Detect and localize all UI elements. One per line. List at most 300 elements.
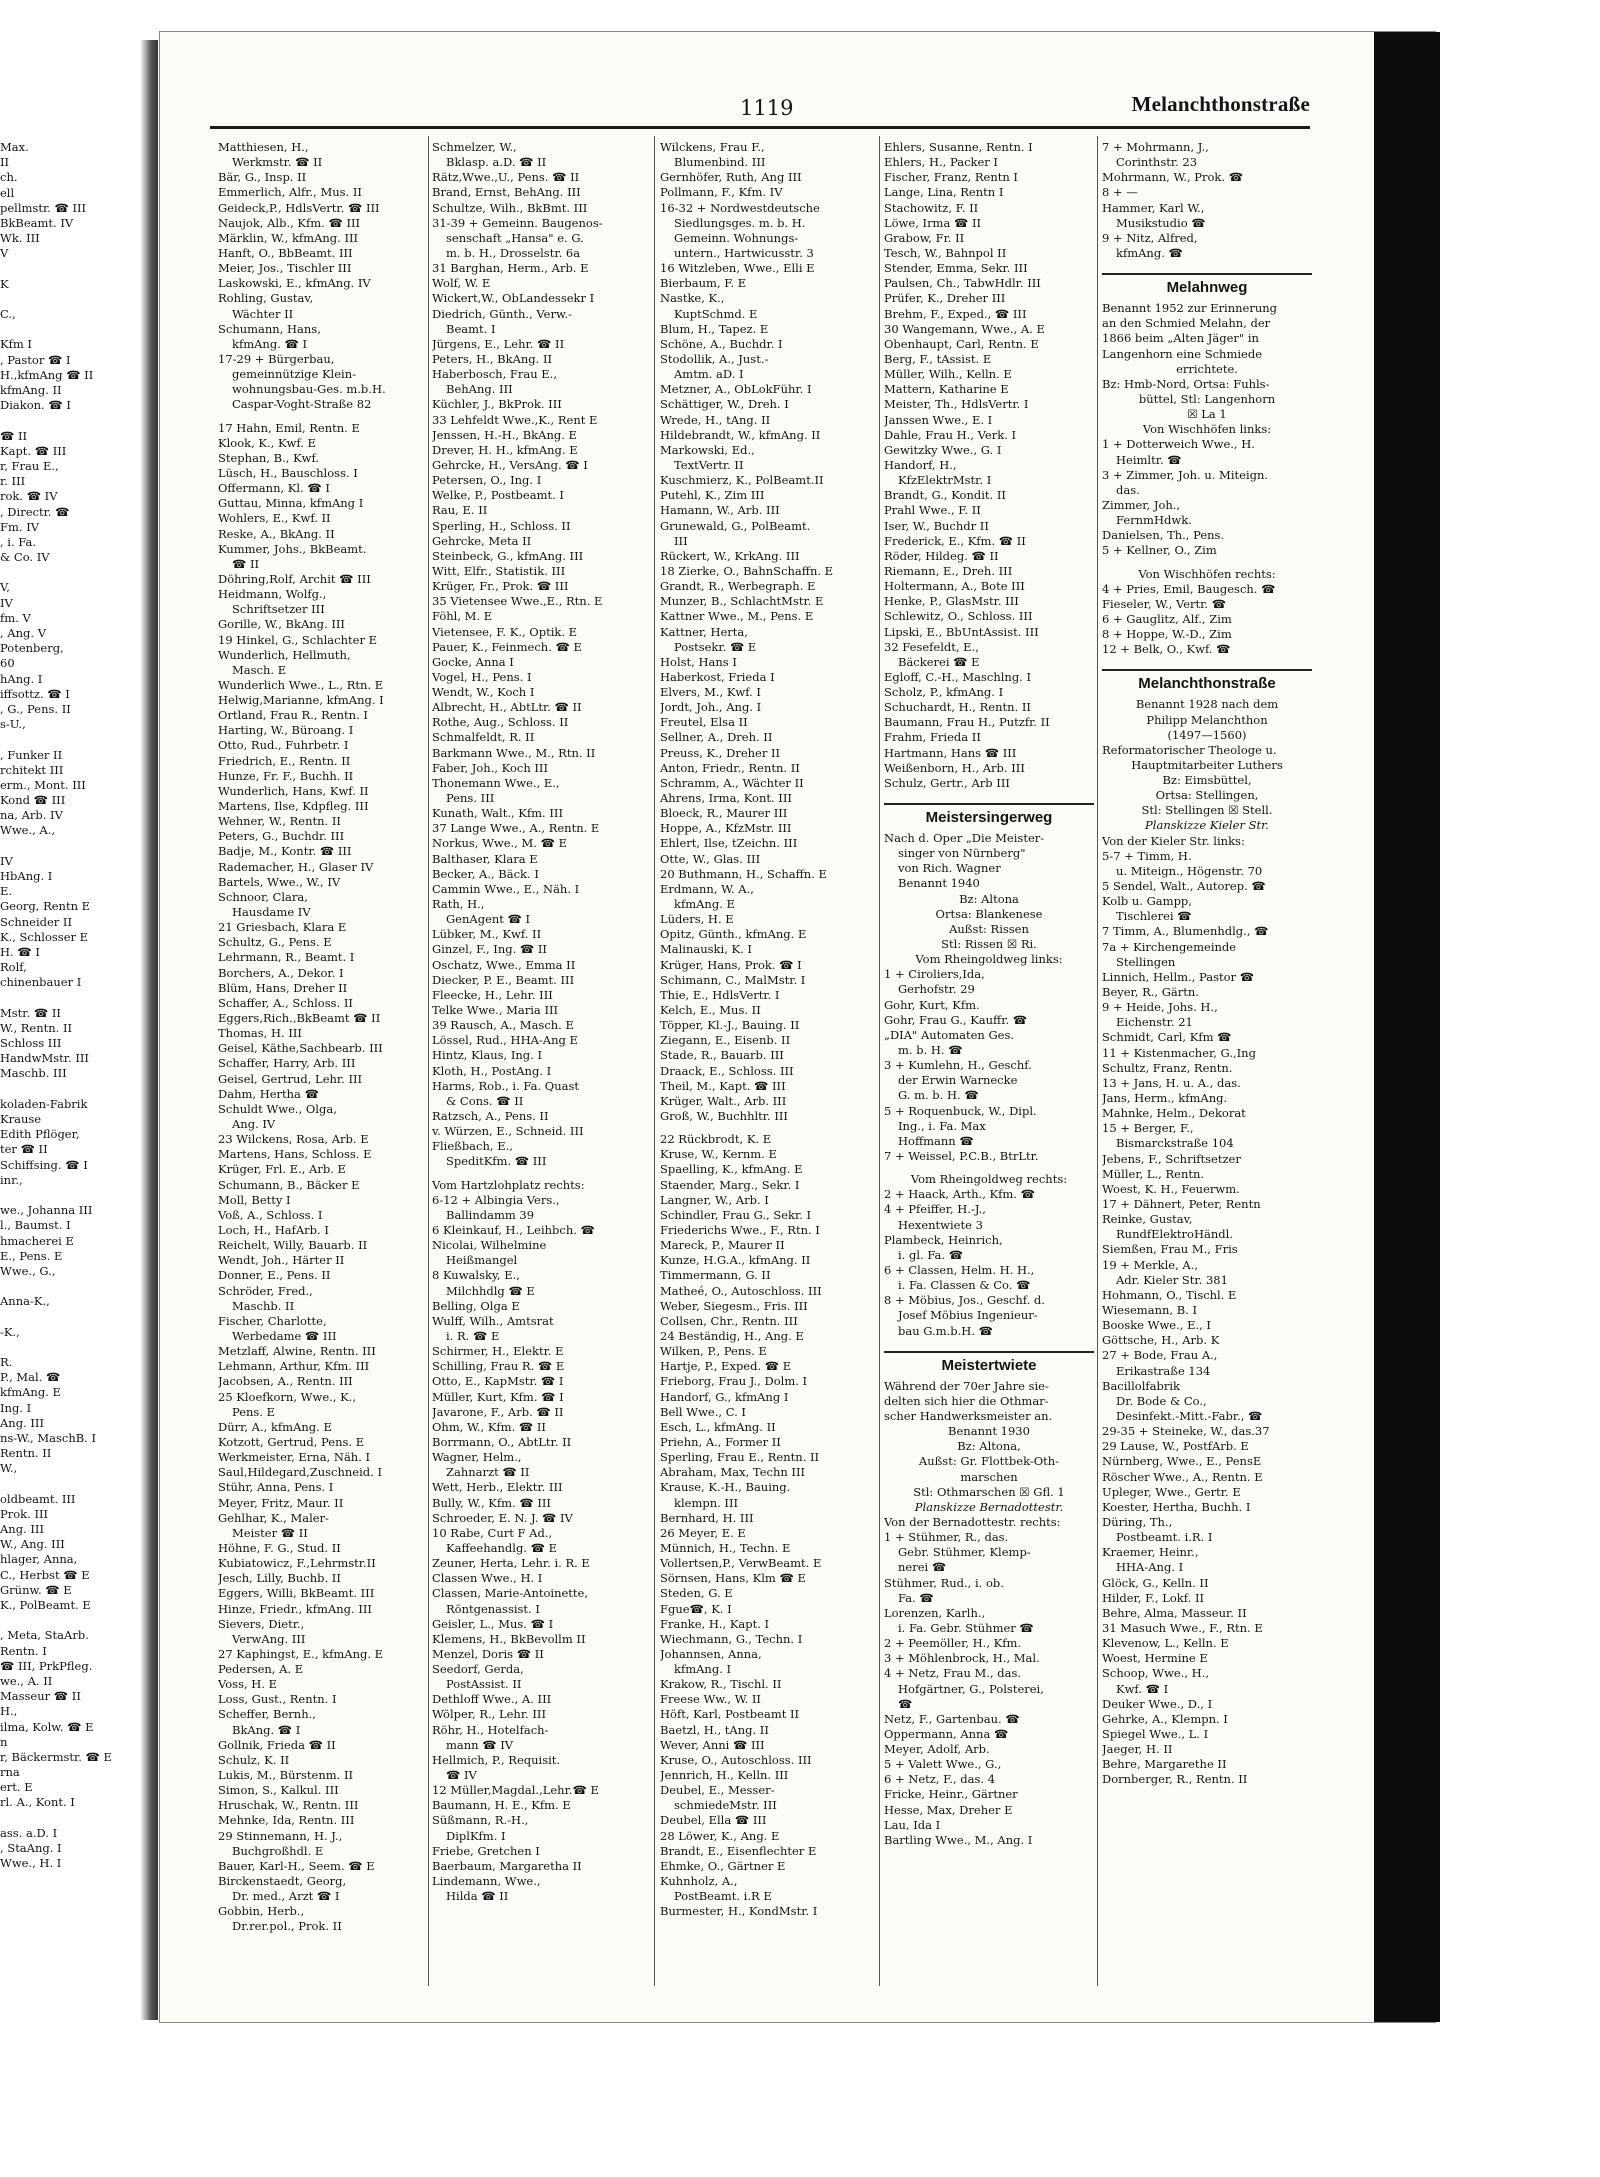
directory-entry: Hintz, Klaus, Ing. I bbox=[432, 1048, 543, 1063]
directory-entry: Wever, Anni ☎ III bbox=[660, 1737, 765, 1752]
directory-entry: Gollnik, Frieda ☎ II bbox=[218, 1737, 336, 1752]
fragment-line bbox=[0, 322, 140, 337]
entry-continuation: m. b. H., Drosselstr. 6a bbox=[446, 245, 581, 260]
directory-entry: Schumann, B., Bäcker E bbox=[218, 1177, 360, 1192]
directory-entry: 21 Griesbach, Klara E bbox=[218, 920, 347, 935]
directory-entry: Kraemer, Heinr., bbox=[1102, 1545, 1199, 1560]
directory-entry: Lüsch, H., Bauschloss. I bbox=[218, 465, 358, 480]
entry-continuation: FernmHdwk. bbox=[1116, 513, 1192, 528]
directory-entry: Offermann, Kl. ☎ I bbox=[218, 481, 330, 496]
directory-entry: 28 Löwer, K., Ang. E bbox=[660, 1828, 780, 1843]
directory-entry: an den Schmied Melahn, der bbox=[1102, 316, 1271, 331]
entry-continuation: RundfElektroHändl. bbox=[1116, 1227, 1233, 1242]
fragment-line: Diakon. ☎ I bbox=[0, 398, 71, 413]
entry-continuation: kfmAng. I bbox=[674, 1662, 732, 1677]
street-info-line: Benannt 1930 bbox=[948, 1424, 1030, 1439]
directory-entry: Stephan, B., Kwf. bbox=[218, 450, 320, 465]
directory-entry: 27 + Bode, Frau A., bbox=[1102, 1348, 1218, 1363]
fragment-line: Anna-K., bbox=[0, 1294, 50, 1309]
street-info-line: errichtete. bbox=[1176, 361, 1238, 376]
directory-entry: Bartling Wwe., M., Ang. I bbox=[884, 1832, 1033, 1847]
book-gutter-shadow bbox=[140, 40, 158, 2020]
directory-entry: Lukis, M., Bürstenm. II bbox=[218, 1768, 354, 1783]
directory-entry: Geisel, Käthe,Sachbearb. III bbox=[218, 1041, 383, 1056]
directory-entry: 5 + Roquenbuck, W., Dipl. bbox=[884, 1103, 1037, 1118]
directory-entry: Emmerlich, Alfr., Mus. II bbox=[218, 185, 362, 200]
directory-entry: Göttsche, H., Arb. K bbox=[1102, 1333, 1220, 1348]
directory-entry: Brandt, G., Kondit. II bbox=[884, 488, 1006, 503]
directory-entry: Naujok, Alb., Kfm. ☎ III bbox=[218, 215, 361, 230]
fragment-line: inr., bbox=[0, 1172, 23, 1187]
directory-entry: v. Würzen, E., Schneid. III bbox=[432, 1124, 584, 1139]
fragment-line: kfmAng. E bbox=[0, 1385, 61, 1400]
directory-entry: 29-35 + Steineke, W., das.37 bbox=[1102, 1424, 1270, 1439]
directory-entry: Vogel, H., Pens. I bbox=[432, 669, 532, 684]
directory-entry: 18 Zierke, O., BahnSchaffn. E bbox=[660, 563, 834, 578]
directory-entry: Weißenborn, H., Arb. III bbox=[884, 760, 1025, 775]
directory-entry: Thonemann Wwe., E., bbox=[432, 775, 560, 790]
fragment-line bbox=[0, 1340, 140, 1355]
directory-entry: Kloth, H., PostAng. I bbox=[432, 1063, 552, 1078]
directory-entry: Gehrcke, H., VersAng. ☎ I bbox=[432, 457, 588, 472]
directory-entry: 39 Rausch, A., Masch. E bbox=[432, 1018, 574, 1033]
fragment-line: r, Bäckermstr. ☎ E bbox=[0, 1749, 112, 1764]
directory-entry: Markowski, Ed., bbox=[660, 442, 755, 457]
entry-continuation: Postbeamt. i.R. I bbox=[1116, 1530, 1213, 1545]
directory-entry: Düring, Th., bbox=[1102, 1514, 1173, 1529]
directory-entry: Bär, G., Insp. II bbox=[218, 170, 307, 185]
entry-continuation: Gemeinn. Wohnungs- bbox=[674, 230, 799, 245]
directory-entry: Reformatorischer Theologe u. bbox=[1102, 742, 1277, 757]
directory-entry: Bacillolfabrik bbox=[1102, 1378, 1181, 1393]
directory-entry: Baerbaum, Margaretha II bbox=[432, 1858, 582, 1873]
directory-entry: Guttau, Minna, kfmAng I bbox=[218, 496, 364, 511]
entry-continuation: Beamt. I bbox=[446, 321, 496, 336]
directory-entry: Friederichs Wwe., F., Rtn. I bbox=[660, 1222, 820, 1237]
directory-entry: Geisler, L., Mus. ☎ I bbox=[432, 1616, 554, 1631]
directory-entry: Röder, Hildeg. ☎ II bbox=[884, 548, 999, 563]
directory-entry: Grabow, Fr. II bbox=[884, 230, 965, 245]
directory-entry: Frieborg, Frau J., Dolm. I bbox=[660, 1374, 808, 1389]
directory-entry: Gewitzky Wwe., G. I bbox=[884, 442, 1002, 457]
entry-continuation: Ballindamm 39 bbox=[446, 1207, 535, 1222]
entry-continuation: Bäckerei ☎ E bbox=[898, 654, 980, 669]
directory-entry: Kattner Wwe., M., Pens. E bbox=[660, 609, 814, 624]
fragment-line: erm., Mont. III bbox=[0, 777, 86, 792]
street-info-line: Bz: Altona bbox=[959, 891, 1019, 906]
directory-entry: Classen Wwe., H. I bbox=[432, 1571, 543, 1586]
directory-entry: Lüders, H. E bbox=[660, 912, 734, 927]
directory-entry: Schoop, Wwe., H., bbox=[1102, 1666, 1210, 1681]
directory-entry: Malinauski, K. I bbox=[660, 942, 752, 957]
directory-entry: Plambeck, Heinrich, bbox=[884, 1232, 1003, 1247]
fragment-line bbox=[0, 565, 140, 580]
fragment-line: Georg, Rentn E bbox=[0, 899, 91, 914]
fragment-line: 60 bbox=[0, 656, 15, 671]
directory-entry: Booske Wwe., E., I bbox=[1102, 1318, 1211, 1333]
directory-entry: 4 + Pries, Emil, Baugesch. ☎ bbox=[1102, 581, 1276, 596]
entry-continuation: Josef Möbius Ingenieur- bbox=[898, 1308, 1038, 1323]
entry-continuation: bau G.m.b.H. ☎ bbox=[898, 1323, 993, 1338]
directory-entry: Stachowitz, F. II bbox=[884, 200, 979, 215]
directory-entry: Bierbaum, F. E bbox=[660, 276, 747, 291]
fragment-line: R. bbox=[0, 1355, 13, 1369]
entry-continuation: nerei ☎ bbox=[898, 1560, 947, 1575]
directory-entry: Kelch, E., Mus. II bbox=[660, 1003, 761, 1018]
directory-entry: Ahrens, Irma, Kont. III bbox=[660, 791, 792, 806]
fragment-line: V bbox=[0, 246, 9, 261]
column-divider bbox=[654, 136, 655, 1986]
directory-entry: Fischer, Charlotte, bbox=[218, 1313, 327, 1328]
directory-entry: Otto, Rud., Fuhrbetr. I bbox=[218, 738, 349, 753]
fragment-line bbox=[0, 413, 140, 428]
directory-entry: 4 + Pfeiffer, H.-J., bbox=[884, 1202, 986, 1217]
directory-entry: Holtermann, A., Bote III bbox=[884, 579, 1025, 594]
directory-entry: Ratzsch, A., Pens. II bbox=[432, 1109, 549, 1123]
directory-entry: Wagner, Helm., bbox=[432, 1450, 522, 1465]
entry-continuation: Eichenstr. 21 bbox=[1116, 1015, 1193, 1030]
fragment-line: -K., bbox=[0, 1324, 20, 1339]
directory-entry: 10 Rabe, Curt F Ad., bbox=[432, 1525, 553, 1540]
directory-entry: Vietensee, F. K., Optik. E bbox=[432, 624, 578, 639]
directory-entry: Sievers, Dietr., bbox=[218, 1616, 305, 1631]
directory-entry: Nürnberg, Wwe., E., PensE bbox=[1102, 1454, 1262, 1469]
directory-entry: 9 + Heide, Johs. H., bbox=[1102, 1000, 1218, 1015]
directory-entry: Brandt, E., Eisenflechter E bbox=[660, 1843, 817, 1858]
column-divider bbox=[428, 136, 429, 1986]
directory-entry: Peters, H., BkAng. II bbox=[432, 351, 553, 366]
directory-entry: Behre, Alma, Masseur. II bbox=[1102, 1605, 1247, 1620]
directory-entry: 12 Müller,Magdal.,Lehr.☎ E bbox=[432, 1783, 599, 1798]
street-heading: Meistertwiete bbox=[884, 1351, 1094, 1379]
entry-continuation: BkAng. ☎ I bbox=[232, 1722, 301, 1737]
directory-entry: Oppermann, Anna ☎ bbox=[884, 1726, 1009, 1741]
directory-entry: Wohlers, E., Kwf. II bbox=[218, 511, 331, 526]
fragment-line: Ang. III bbox=[0, 1522, 45, 1537]
entry-continuation: Hoffmann ☎ bbox=[898, 1133, 974, 1148]
directory-entry: Dürr, A., kfmAng. E bbox=[218, 1419, 332, 1434]
directory-entry: 6 + Classen, Helm. H. H., bbox=[884, 1262, 1035, 1277]
directory-entry: Simon, S., Kalkul. III bbox=[218, 1783, 339, 1798]
directory-entry: Stender, Emma, Sekr. III bbox=[884, 261, 1028, 276]
directory-entry: 7 + Weissel, P.C.B., BtrLtr. bbox=[884, 1149, 1039, 1163]
directory-entry: Ehmke, O., Gärtner E bbox=[660, 1858, 786, 1873]
entry-continuation: Heimltr. ☎ bbox=[1116, 452, 1182, 467]
directory-entry: Draack, E., Schloss. III bbox=[660, 1063, 794, 1078]
fragment-line: rna bbox=[0, 1765, 20, 1780]
directory-entry: Weber, Siegesm., Fris. III bbox=[660, 1298, 808, 1313]
spacer bbox=[884, 1339, 1094, 1347]
directory-entry: Reinke, Gustav, bbox=[1102, 1212, 1193, 1227]
fragment-line: Schloss III bbox=[0, 1036, 62, 1051]
directory-entry: Döhring,Rolf, Archit ☎ III bbox=[218, 571, 371, 586]
adjacent-page-fragment bbox=[0, 140, 140, 1871]
entry-continuation: Kaffeehandlg. ☎ E bbox=[446, 1540, 557, 1555]
directory-entry: Saul,Hildegard,Zuschneid. I bbox=[218, 1465, 383, 1480]
entry-continuation: Pens. III bbox=[446, 791, 495, 806]
directory-entry: Ehlert, Ilse, tZeichn. III bbox=[660, 836, 798, 851]
entry-continuation: gemeinnützige Klein- bbox=[232, 367, 357, 382]
entry-continuation: Musikstudio ☎ bbox=[1116, 215, 1206, 230]
entry-continuation: i. Fa. Gebr. Stühmer ☎ bbox=[898, 1620, 1034, 1635]
directory-entry: Langner, W., Arb. I bbox=[660, 1192, 769, 1207]
directory-entry: Grunewald, G., PolBeamt. bbox=[660, 518, 811, 533]
directory-entry: Beyer, R., Gärtn. bbox=[1102, 985, 1199, 1000]
directory-entry: Scholz, P., kfmAng. I bbox=[884, 685, 1004, 700]
directory-entry: Bauer, Karl-H., Seem. ☎ E bbox=[218, 1858, 375, 1873]
directory-entry: 17 + Dähnert, Peter, Rentn bbox=[1102, 1197, 1261, 1211]
directory-entry: Hinze, Friedr., kfmAng. III bbox=[218, 1601, 372, 1616]
directory-entry: Bernhard, H. III bbox=[660, 1510, 754, 1525]
directory-column-2 bbox=[432, 140, 650, 1904]
street-info-line: marschen bbox=[960, 1469, 1018, 1484]
directory-entry: Gorille, W., BkAng. III bbox=[218, 617, 345, 632]
street-info-line: büttel, Stl: Langenhorn bbox=[1138, 391, 1276, 406]
entry-continuation: Bklasp. a.D. ☎ II bbox=[446, 155, 547, 170]
directory-entry: Rohling, Gustav, bbox=[218, 291, 314, 306]
entry-continuation: Kwf. ☎ I bbox=[1116, 1681, 1169, 1696]
directory-entry: Lindemann, Wwe., bbox=[432, 1874, 541, 1889]
directory-entry: Diedrich, Günth., Verw.- bbox=[432, 306, 572, 321]
directory-entry: Elvers, M., Kwf. I bbox=[660, 685, 761, 700]
entry-continuation: KuptSchmd. E bbox=[674, 306, 758, 321]
directory-entry: 30 Wangemann, Wwe., A. E bbox=[884, 321, 1045, 336]
fragment-line: fm. V bbox=[0, 610, 31, 625]
directory-entry: Fleecke, H., Lehr. III bbox=[432, 987, 553, 1002]
entry-continuation: Hausdame IV bbox=[232, 905, 311, 920]
directory-entry: Telke Wwe., Maria III bbox=[432, 1003, 559, 1018]
entry-continuation: kfmAng. ☎ bbox=[1116, 245, 1183, 260]
fragment-line: r, Frau E., bbox=[0, 458, 59, 473]
directory-entry: Wiesemann, B. I bbox=[1102, 1302, 1197, 1317]
directory-entry: Opitz, Günth., kfmAng. E bbox=[660, 927, 807, 942]
directory-entry: Hanft, O., BbBeamt. III bbox=[218, 245, 353, 260]
directory-entry: Lorenzen, Karlh., bbox=[884, 1605, 986, 1620]
directory-entry: Faber, Joh., Koch III bbox=[432, 760, 549, 775]
directory-entry: Franke, H., Kapt. I bbox=[660, 1616, 770, 1631]
directory-entry: Von der Kieler Str. links: bbox=[1102, 833, 1245, 848]
directory-entry: Birckenstaedt, Georg, bbox=[218, 1874, 347, 1889]
entry-continuation: G. m. b. H. ☎ bbox=[898, 1088, 979, 1103]
entry-continuation: Caspar-Voght-Straße 82 bbox=[232, 397, 372, 412]
directory-entry: Riemann, E., Dreh. III bbox=[884, 563, 1013, 578]
fragment-line: P., Mal. ☎ bbox=[0, 1370, 61, 1385]
entry-continuation: Erikastraße 134 bbox=[1116, 1363, 1211, 1378]
spacer bbox=[884, 1164, 1094, 1172]
directory-entry: Wunderlich, Hans, Kwf. II bbox=[218, 783, 369, 798]
fragment-line: K bbox=[0, 276, 9, 291]
directory-entry: Lipski, E., BbUntAssist. III bbox=[884, 624, 1039, 639]
street-info-line: Bz: Altona, bbox=[957, 1439, 1021, 1454]
directory-entry: 17-29 + Bürgerbau, bbox=[218, 351, 335, 366]
directory-entry: Wrede, H., tAng. II bbox=[660, 412, 771, 427]
fragment-line: IV bbox=[0, 595, 13, 610]
directory-entry: Ziegann, E., Eisenb. II bbox=[660, 1033, 791, 1048]
directory-entry: Baumann, H. E., Kfm. E bbox=[432, 1798, 571, 1813]
fragment-line: , G., Pens. II bbox=[0, 701, 71, 716]
street-heading: Melanchthonstraße bbox=[1102, 669, 1312, 697]
directory-entry: Friebe, Gretchen I bbox=[432, 1843, 540, 1858]
entry-continuation: Dr. Bode & Co., bbox=[1116, 1393, 1207, 1408]
fragment-line: Kond ☎ III bbox=[0, 793, 66, 808]
directory-entry: Reichelt, Willy, Bauarb. II bbox=[218, 1238, 368, 1253]
fragment-line: , Meta, StaArb. bbox=[0, 1628, 89, 1643]
fragment-line: rok. ☎ IV bbox=[0, 489, 58, 504]
entry-continuation: Dr. med., Arzt ☎ I bbox=[232, 1889, 340, 1904]
fragment-line: chinenbauer I bbox=[0, 975, 82, 990]
directory-entry: Küchler, J., BkProk. III bbox=[432, 397, 562, 412]
fragment-line: oldbeamt. III bbox=[0, 1491, 76, 1506]
fragment-line: hlager, Anna, bbox=[0, 1552, 78, 1567]
directory-entry: Sellner, A., Dreh. II bbox=[660, 730, 773, 745]
entry-continuation: senschaft „Hansa" e. G. bbox=[446, 230, 584, 245]
directory-entry: Thie, E., HdlsVertr. I bbox=[660, 987, 780, 1002]
directory-entry: Collsen, Chr., Rentn. III bbox=[660, 1313, 798, 1328]
directory-entry: Schuldt Wwe., Olga, bbox=[218, 1101, 337, 1116]
fragment-line: K., Schlosser E bbox=[0, 929, 89, 944]
entry-continuation: Dr.rer.pol., Prok. II bbox=[232, 1919, 342, 1934]
fragment-line: hAng. I bbox=[0, 671, 43, 686]
directory-entry: Otte, W., Glas. III bbox=[660, 851, 761, 866]
fragment-line: ell bbox=[0, 185, 15, 200]
directory-entry: Röscher Wwe., A., Rentn. E bbox=[1102, 1469, 1263, 1484]
fragment-line: ☎ III, PrkPfleg. bbox=[0, 1658, 93, 1673]
directory-entry: Schindler, Frau G., Sekr. I bbox=[660, 1207, 812, 1222]
directory-entry: Geideck,P., HdlsVertr. ☎ III bbox=[218, 200, 380, 215]
directory-column-4 bbox=[884, 140, 1094, 1848]
directory-entry: 4 + Netz, Frau M., das. bbox=[884, 1666, 1022, 1681]
directory-entry: Woest, K. H., Feuerwm. bbox=[1102, 1181, 1240, 1196]
entry-continuation: i. gl. Fa. ☎ bbox=[898, 1247, 964, 1262]
directory-entry: Schulz, Gertr., Arb III bbox=[884, 775, 1010, 790]
directory-entry: Ehlers, Susanne, Rentn. I bbox=[884, 140, 1033, 154]
entry-continuation: kfmAng. ☎ I bbox=[232, 336, 308, 351]
fragment-line: Ing. I bbox=[0, 1400, 32, 1415]
directory-entry: Haberbosch, Frau E., bbox=[432, 367, 557, 382]
directory-entry: Hruschak, W., Rentn. III bbox=[218, 1798, 359, 1813]
directory-entry: Steinbeck, G., kfmAng. III bbox=[432, 548, 584, 563]
entry-continuation: Postsekr. ☎ E bbox=[674, 639, 757, 654]
directory-entry: Krüger, Frl. E., Arb. E bbox=[218, 1162, 346, 1177]
directory-entry: Hartje, P., Exped. ☎ E bbox=[660, 1359, 792, 1374]
fragment-line: W., bbox=[0, 1461, 18, 1476]
directory-entry: Gohr, Kurt, Kfm. bbox=[884, 997, 980, 1012]
directory-entry: Dahle, Frau H., Verk. I bbox=[884, 427, 1017, 442]
fragment-line: C., bbox=[0, 307, 16, 322]
directory-entry: Kruse, W., Kernm. E bbox=[660, 1147, 777, 1162]
directory-entry: Wilken, P., Pens. E bbox=[660, 1344, 767, 1359]
directory-entry: Kunze, H.G.A., kfmAng. II bbox=[660, 1253, 811, 1268]
directory-entry: Nicolai, Wilhelmine bbox=[432, 1238, 547, 1253]
directory-column-5 bbox=[1102, 140, 1312, 1787]
directory-entry: Peters, G., Buchdr. III bbox=[218, 829, 345, 844]
entry-continuation: Desinfekt.-Mitt.-Fabr., ☎ bbox=[1116, 1408, 1263, 1423]
directory-entry: Hellmich, P., Requisit. bbox=[432, 1752, 561, 1767]
entry-continuation: Stellingen bbox=[1116, 954, 1176, 969]
directory-entry: Fieseler, W., Vertr. ☎ bbox=[1102, 596, 1227, 611]
entry-continuation: Gerhofstr. 29 bbox=[898, 982, 975, 997]
directory-entry: Steden, G. E bbox=[660, 1586, 733, 1601]
directory-entry: Handorf, H., bbox=[884, 457, 957, 472]
directory-entry: Schultze, Wilh., BkBmt. III bbox=[432, 200, 588, 215]
entry-continuation: Heißmangel bbox=[446, 1253, 518, 1268]
fragment-line bbox=[0, 1279, 140, 1294]
directory-entry: Hildebrandt, W., kfmAng. II bbox=[660, 427, 821, 442]
fragment-line: hmacherei E bbox=[0, 1233, 74, 1248]
directory-entry: Wulff, Wilh., Amtsrat bbox=[432, 1313, 554, 1328]
directory-entry: 31 Masuch Wwe., F., Rtn. E bbox=[1102, 1620, 1263, 1635]
directory-entry: Müller, Kurt, Kfm. ☎ I bbox=[432, 1389, 564, 1404]
fragment-line: E. bbox=[0, 884, 13, 899]
directory-entry: 23 Wilckens, Rosa, Arb. E bbox=[218, 1132, 369, 1147]
directory-entry: Gobbin, Herb., bbox=[218, 1904, 305, 1919]
directory-entry: Schättiger, W., Dreh. I bbox=[660, 397, 789, 412]
directory-entry: Lübker, M., Kwf. II bbox=[432, 927, 542, 942]
directory-entry: Schnoor, Clara, bbox=[218, 889, 308, 904]
directory-entry: Föhl, M. E bbox=[432, 609, 493, 624]
directory-entry: Schmalfeldt, R. II bbox=[432, 730, 535, 745]
directory-entry: Otto, E., KapMstr. ☎ I bbox=[432, 1374, 564, 1389]
fragment-line: II bbox=[0, 155, 10, 170]
fragment-line: l., Baumst. I bbox=[0, 1218, 71, 1233]
directory-entry: Schmelzer, W., bbox=[432, 140, 517, 154]
fragment-line: Kfm I bbox=[0, 337, 32, 352]
directory-entry: 5-7 + Timm, H. bbox=[1102, 848, 1192, 863]
directory-entry: Reske, A., BkAng. II bbox=[218, 526, 335, 541]
fragment-line: ns-W., MaschB. I bbox=[0, 1430, 97, 1445]
fragment-line: IV bbox=[0, 853, 13, 868]
directory-entry: Becker, A., Bäck. I bbox=[432, 866, 539, 881]
directory-entry: Groß, W., Buchhltr. III bbox=[660, 1109, 788, 1123]
directory-entry: Schramm, A., Wächter II bbox=[660, 775, 804, 790]
street-info-line: Ortsa: Stellingen, bbox=[1155, 788, 1259, 803]
entry-continuation: PostAssist. II bbox=[446, 1677, 522, 1692]
directory-entry: Albrecht, H., AbtLtr. ☎ II bbox=[432, 700, 582, 715]
directory-entry: 16-32 + Nordwestdeutsche bbox=[660, 200, 820, 215]
directory-entry: Münnich, H., Techn. E bbox=[660, 1540, 791, 1555]
directory-entry: Jordt, Joh., Ang. I bbox=[660, 700, 762, 715]
fragment-line: ter ☎ II bbox=[0, 1142, 48, 1157]
directory-entry: 7 + Mohrmann, J., bbox=[1102, 140, 1209, 154]
directory-entry: Pollmann, F., Kfm. IV bbox=[660, 185, 783, 200]
directory-entry: Menzel, Doris ☎ II bbox=[432, 1646, 544, 1661]
directory-entry: Munzer, B., SchlachtMstr. E bbox=[660, 594, 824, 609]
directory-entry: Hilder, F., Lokf. II bbox=[1102, 1590, 1205, 1605]
directory-entry: Krüger, Hans, Prok. ☎ I bbox=[660, 957, 802, 972]
directory-entry: Jebens, F., Schriftsetzer bbox=[1102, 1151, 1241, 1166]
street-info-line: Vom Rheingoldweg rechts: bbox=[910, 1172, 1068, 1187]
directory-entry: 3 + Zimmer, Joh. u. Miteign. bbox=[1102, 467, 1269, 482]
directory-entry: Hunze, Fr. F., Buchh. II bbox=[218, 768, 354, 783]
directory-entry: 13 + Jans, H. u. A., das. bbox=[1102, 1075, 1241, 1090]
directory-entry: Grandt, R., Werbegraph. E bbox=[660, 579, 816, 594]
entry-continuation: ☎ II bbox=[232, 556, 260, 571]
directory-entry: Fricke, Heinr., Gärtner bbox=[884, 1787, 1018, 1802]
fragment-line: Wwe., G., bbox=[0, 1263, 56, 1278]
directory-entry: Gocke, Anna I bbox=[432, 654, 514, 669]
fragment-line: Wwe., A., bbox=[0, 823, 56, 838]
entry-continuation: Wächter II bbox=[232, 306, 294, 321]
directory-entry: 31 Barghan, Herm., Arb. E bbox=[432, 261, 589, 276]
entry-continuation: untern., Hartwicusstr. 3 bbox=[674, 245, 814, 260]
entry-continuation: Zahnarzt ☎ II bbox=[446, 1465, 530, 1480]
directory-entry: 3 + Kumlehn, H., Geschf. bbox=[884, 1058, 1032, 1073]
directory-entry: Mahnke, Helm., Dekorat bbox=[1102, 1106, 1246, 1121]
fragment-line: iffsottz. ☎ I bbox=[0, 686, 70, 701]
directory-entry: Upleger, Wwe., Gertr. E bbox=[1102, 1484, 1241, 1499]
entry-continuation: Maschb. II bbox=[232, 1298, 295, 1313]
directory-entry: Netz, F., Gartenbau. ☎ bbox=[884, 1711, 1020, 1726]
